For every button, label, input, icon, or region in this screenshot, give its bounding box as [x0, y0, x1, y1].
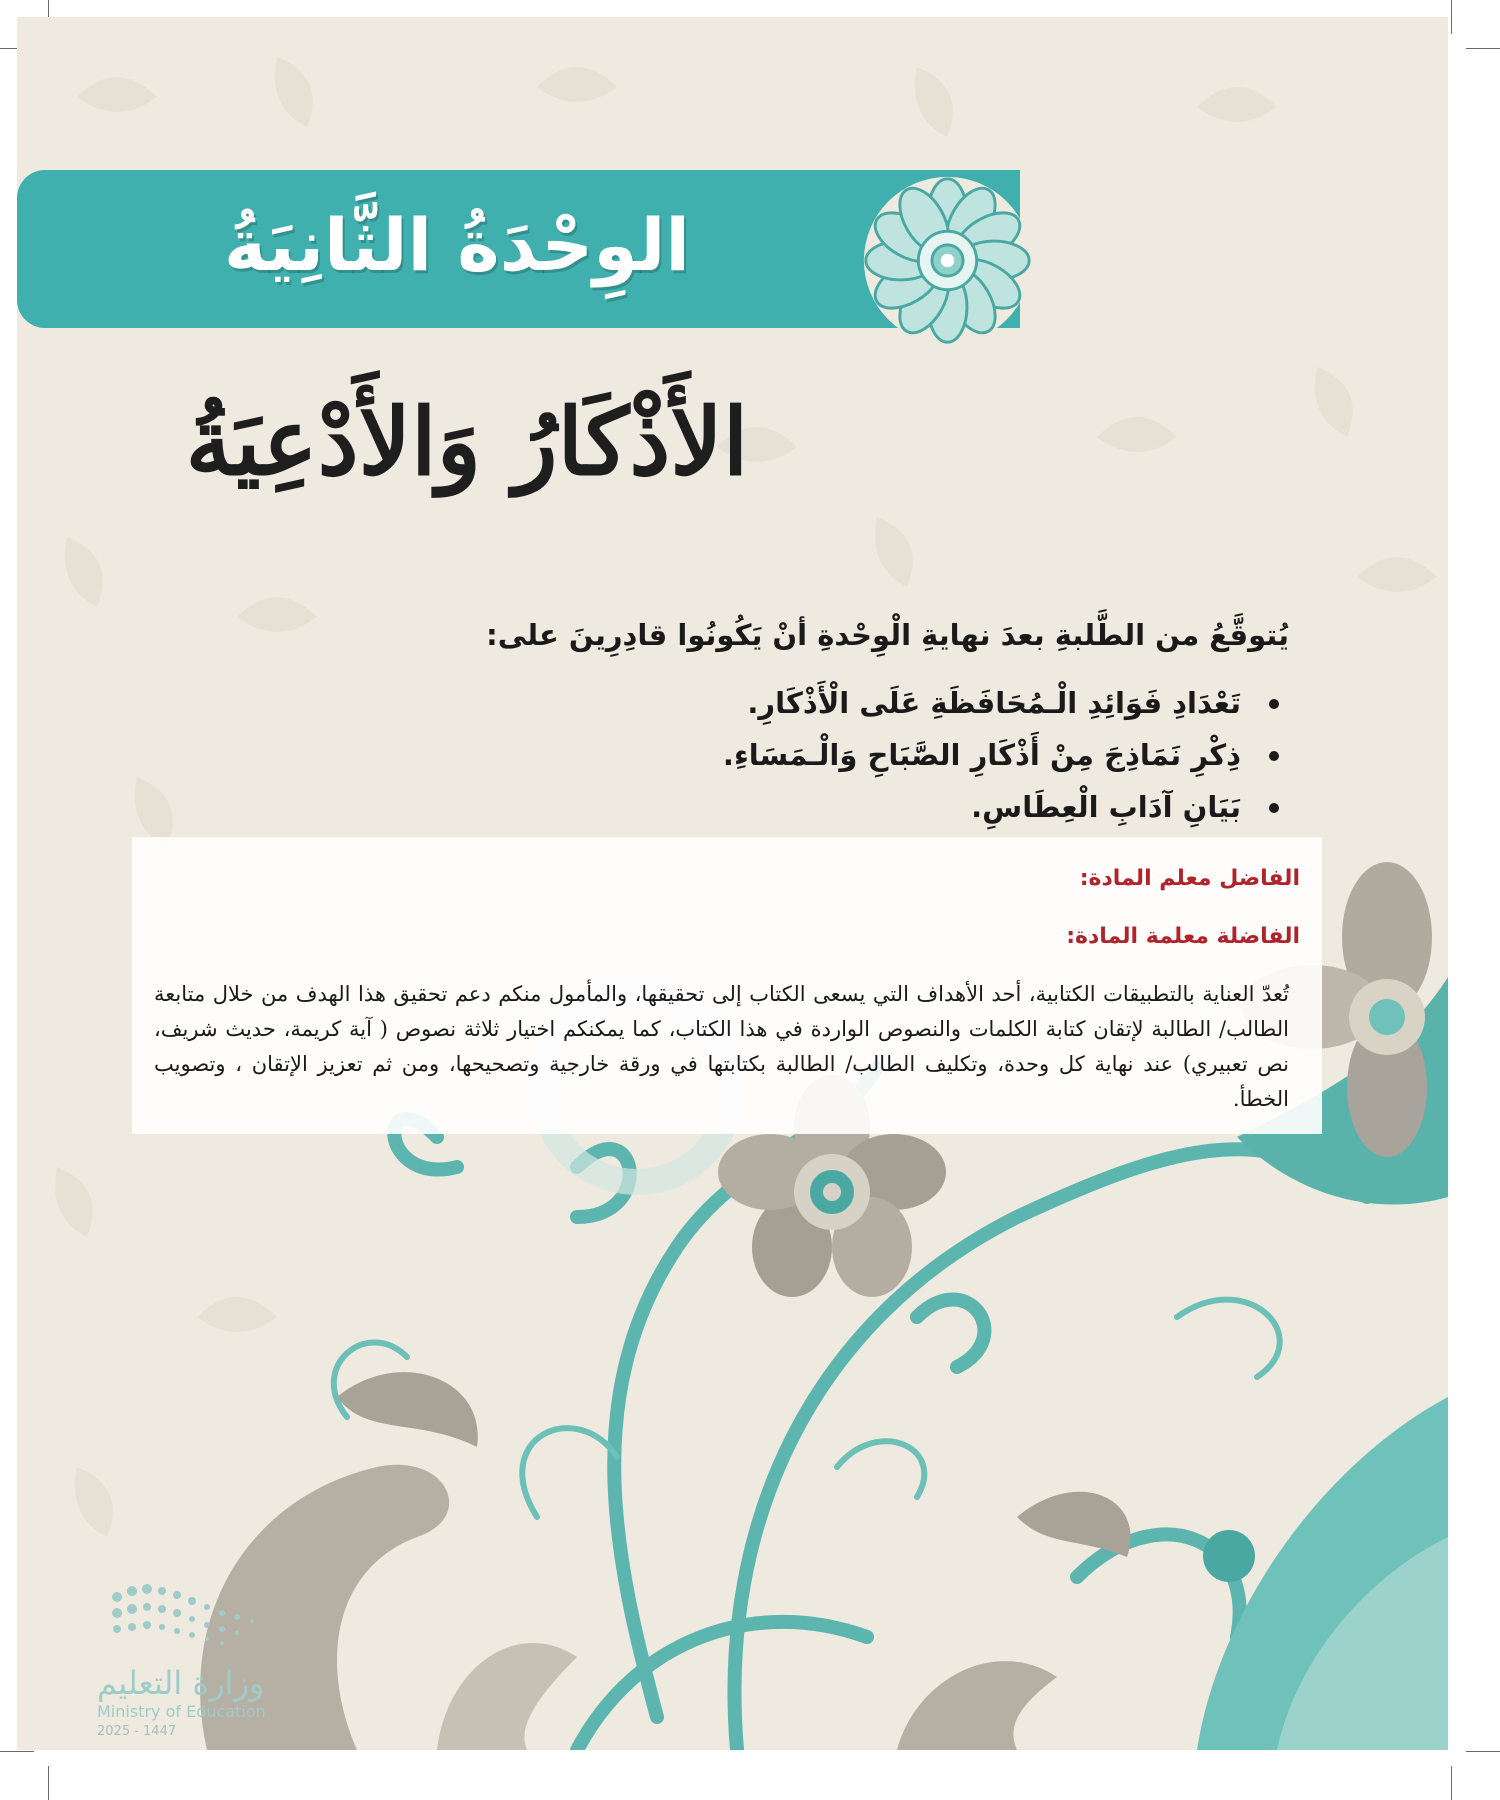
logo-year: 2025 - 1447 — [97, 1724, 177, 1739]
crop-mark — [1451, 1766, 1452, 1800]
teacher-label-male: الفاضل معلم المادة: — [1079, 866, 1300, 891]
crop-mark — [1466, 1751, 1500, 1752]
book-page — [17, 17, 1448, 1750]
list-item — [537, 781, 1289, 833]
logo-dots-icon — [97, 1577, 277, 1657]
crop-mark — [1466, 48, 1500, 49]
bullet-icon — [1269, 751, 1279, 761]
crop-mark — [1451, 0, 1452, 34]
unit-title: الوِحْدَةُ الثَّانِيَةُ — [223, 203, 691, 287]
objective-text: تَعْدَادِ فَوَائِدِ الْـمُحَافَظَةِ عَلَى الْأَذْكَارِ. — [747, 686, 1241, 720]
objectives-list — [537, 677, 1289, 833]
teacher-note-body: تُعدّ العناية بالتطبيقات الكتابية، أحد الأهداف التي يسعى الكتاب إلى تحقيقها، والمأمول منكم دعم تحقيق هذا الهدف من خلال متابعة الطالب/ الطالبة لإتقان كتابة الكلمات والنصوص الواردة في هذا الكتاب، كما يمكنكم اختيار ثلاثة نصوص ( آية كريمة، حديث شريف، نص تعبيري) عند نهاية كل وحدة، وتكليف الطالب/ الطالبة بكتابتها في ورقة خارجية وتصحيحها، ومن ثم تعزيز الإتقان ، وتصويب الخطأ. — [154, 982, 1289, 1111]
rosette-emblem-icon — [860, 173, 1035, 348]
logo-english: Ministry of Education — [97, 1702, 266, 1721]
crop-mark — [0, 1751, 34, 1752]
logo-arabic: وزارة التعليم — [97, 1664, 265, 1702]
lesson-title: الأَذْكَارُ وَالأَدْعِيَةُ — [185, 388, 749, 496]
ministry-logo — [97, 1577, 297, 1747]
list-item — [537, 677, 1289, 729]
teacher-label-female: الفاضلة معلمة المادة: — [1066, 924, 1300, 949]
bullet-icon — [1269, 803, 1279, 813]
objectives-intro: يُتوقَّعُ من الطَّلبةِ بعدَ نهايةِ الْوِحْدةِ أنْ يَكُونُوا قادِرِينَ على: — [486, 618, 1289, 652]
objective-text: ذِكْرِ نَمَاذِجَ مِنْ أَذْكَارِ الصَّبَاحِ وَالْـمَسَاءِ. — [722, 738, 1241, 772]
crop-mark — [48, 1766, 49, 1800]
bullet-icon — [1269, 699, 1279, 709]
objective-text: بَيَانِ آدَابِ الْعِطَاسِ. — [971, 790, 1241, 824]
list-item — [537, 729, 1289, 781]
